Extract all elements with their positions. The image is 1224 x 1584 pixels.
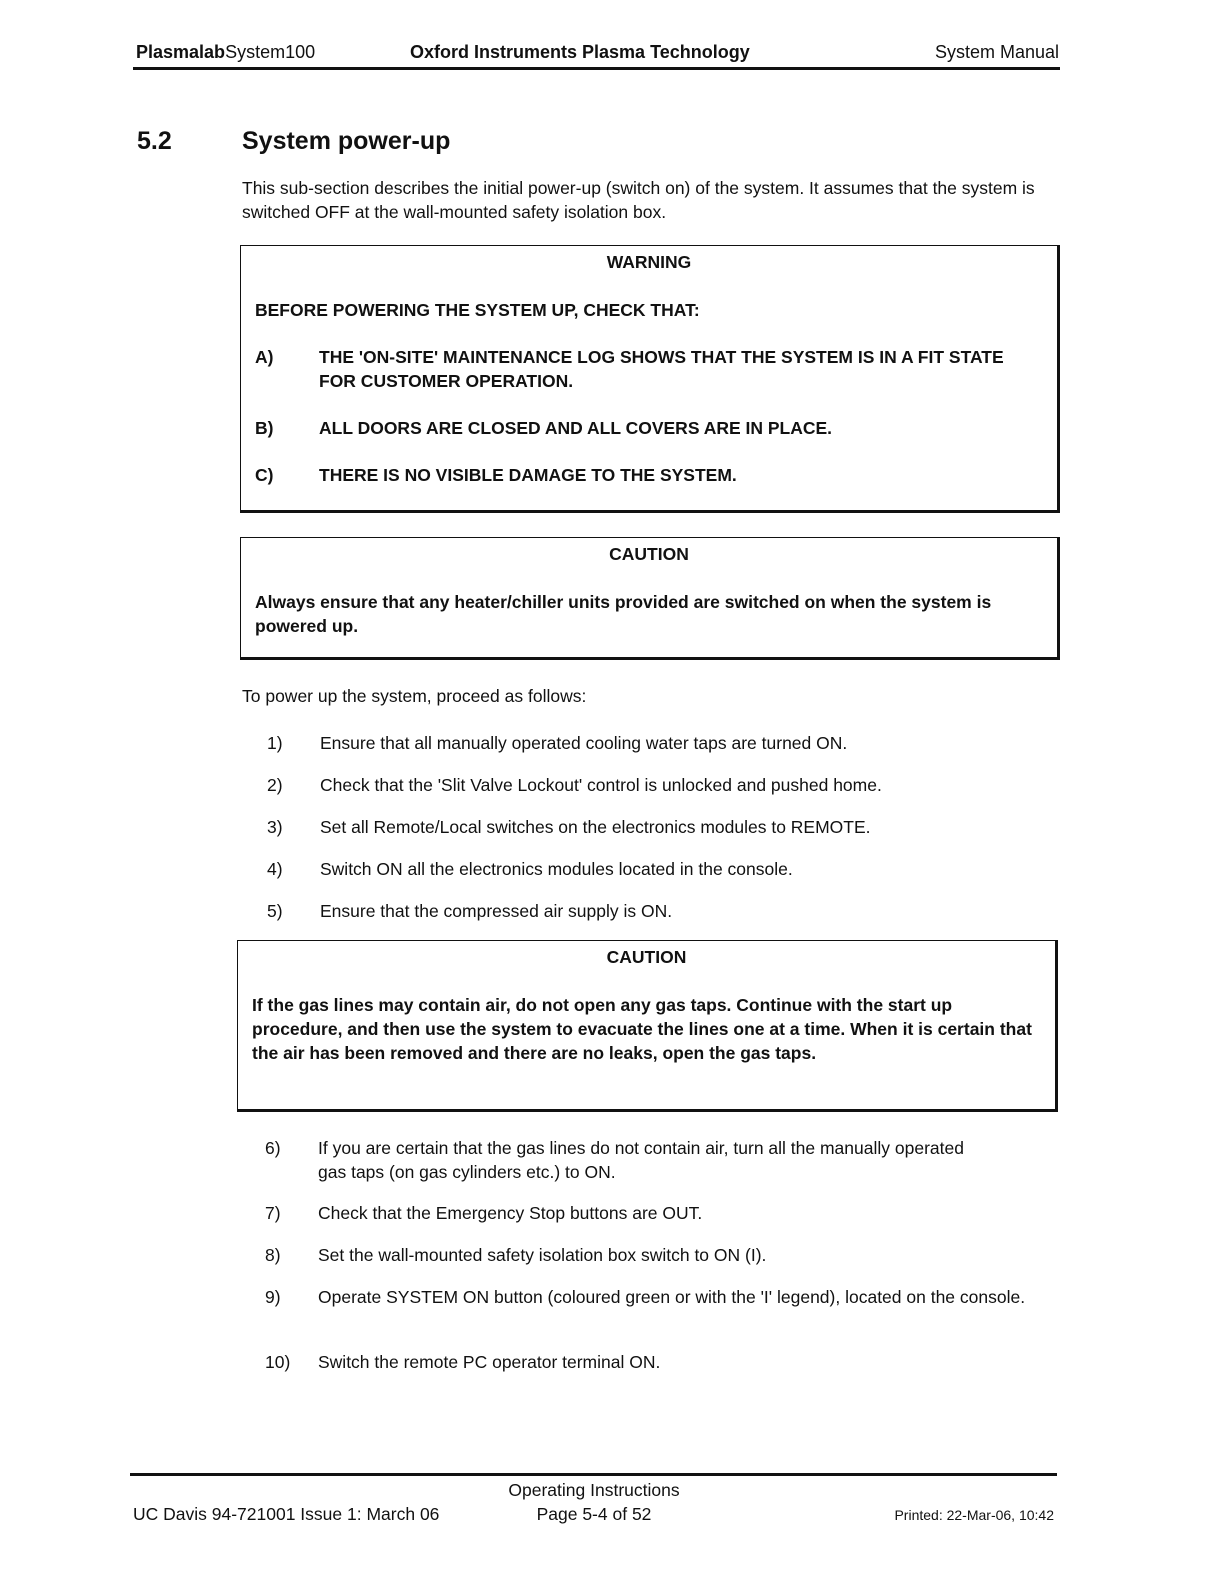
caution-title: CAUTION <box>606 947 687 967</box>
section-title: System power-up <box>242 127 451 155</box>
step-number: 6) <box>265 1138 281 1158</box>
header-rule <box>133 67 1060 70</box>
caution-text: Always ensure that any heater/chiller units provided are switched on when the system is powered up. <box>255 592 992 636</box>
procedure-intro: To power up the system, proceed as follows: <box>242 686 587 706</box>
product-name-bold: Plasmalab <box>136 42 226 62</box>
warning-title: WARNING <box>606 252 692 272</box>
section-number: 5.2 <box>137 127 172 155</box>
step-item <box>267 857 793 881</box>
step-text: Set all Remote/Local switches on the electronics modules to REMOTE. <box>320 817 871 837</box>
warning-box <box>240 245 1060 513</box>
step-item <box>265 1201 702 1225</box>
header-product <box>136 42 315 63</box>
step-item <box>265 1285 1055 1309</box>
step-number: 3) <box>267 817 283 837</box>
footer-chapter: Operating Instructions <box>508 1480 680 1500</box>
step-number: 2) <box>267 775 283 795</box>
step-item <box>265 1136 995 1184</box>
warning-item <box>255 463 1043 487</box>
step-item <box>267 731 847 755</box>
step-item <box>265 1243 766 1267</box>
step-number: 8) <box>265 1245 281 1265</box>
caution-box-heater <box>240 537 1060 660</box>
item-text: ALL DOORS ARE CLOSED AND ALL COVERS ARE IN PLACE. <box>319 418 833 438</box>
item-text: THE 'ON-SITE' MAINTENANCE LOG SHOWS THAT THE SYSTEM IS IN A FIT STATE FOR CUSTOMER OPERATION. <box>319 347 1004 391</box>
item-text: THERE IS NO VISIBLE DAMAGE TO THE SYSTEM. <box>319 465 737 485</box>
step-text: Switch ON all the electronics modules located in the console. <box>320 859 793 879</box>
warning-item <box>255 416 1043 440</box>
section-intro: This sub-section describes the initial power-up (switch on) of the system. It assumes that the system is switched OFF at the wall-mounted safety isolation box. <box>242 178 1035 222</box>
footer-doc-id: UC Davis 94-721001 Issue 1: March 06 <box>133 1504 440 1524</box>
caution-box-gas <box>237 940 1058 1112</box>
header-company: Oxford Instruments Plasma Technology <box>410 42 750 62</box>
step-number: 10) <box>265 1352 291 1372</box>
item-label: B) <box>255 418 274 438</box>
caution-title: CAUTION <box>609 544 689 564</box>
step-text: Ensure that the compressed air supply is ON. <box>320 901 673 921</box>
step-item <box>267 773 882 797</box>
caution-text: If the gas lines may contain air, do not open any gas taps. Continue with the start up procedure, and then use the system to evacuate the lines one at a time. When it is certain that the air has been removed and there are no leaks, open the gas taps. <box>252 995 1032 1063</box>
step-item <box>267 899 672 923</box>
step-text: Operate SYSTEM ON button (coloured green or with the 'I' legend), located on the console. <box>318 1287 1026 1307</box>
warning-item <box>255 345 1043 393</box>
product-name-light: System100 <box>225 42 316 62</box>
step-number: 9) <box>265 1287 281 1307</box>
step-number: 1) <box>267 733 283 753</box>
step-text: If you are certain that the gas lines do not contain air, turn all the manually operated gas taps (on gas cylinders etc.) to ON. <box>318 1138 964 1182</box>
footer-page: Page 5-4 of 52 <box>536 1504 652 1524</box>
header-doc-type: System Manual <box>934 42 1059 62</box>
footer-rule <box>130 1473 1057 1476</box>
step-text: Check that the 'Slit Valve Lockout' control is unlocked and pushed home. <box>320 775 882 795</box>
item-label: C) <box>255 465 274 485</box>
step-text: Set the wall-mounted safety isolation box switch to ON (I). <box>318 1245 767 1265</box>
step-item <box>265 1350 660 1374</box>
footer-printed: Printed: 22-Mar-06, 10:42 <box>894 1507 1054 1523</box>
step-text: Switch the remote PC operator terminal ON. <box>318 1352 661 1372</box>
warning-lead: BEFORE POWERING THE SYSTEM UP, CHECK THAT: <box>255 300 700 320</box>
item-label: A) <box>255 347 274 367</box>
step-number: 4) <box>267 859 283 879</box>
step-text: Ensure that all manually operated cooling water taps are turned ON. <box>320 733 848 753</box>
step-number: 5) <box>267 901 283 921</box>
step-item <box>267 815 871 839</box>
step-text: Check that the Emergency Stop buttons are OUT. <box>318 1203 703 1223</box>
step-number: 7) <box>265 1203 281 1223</box>
